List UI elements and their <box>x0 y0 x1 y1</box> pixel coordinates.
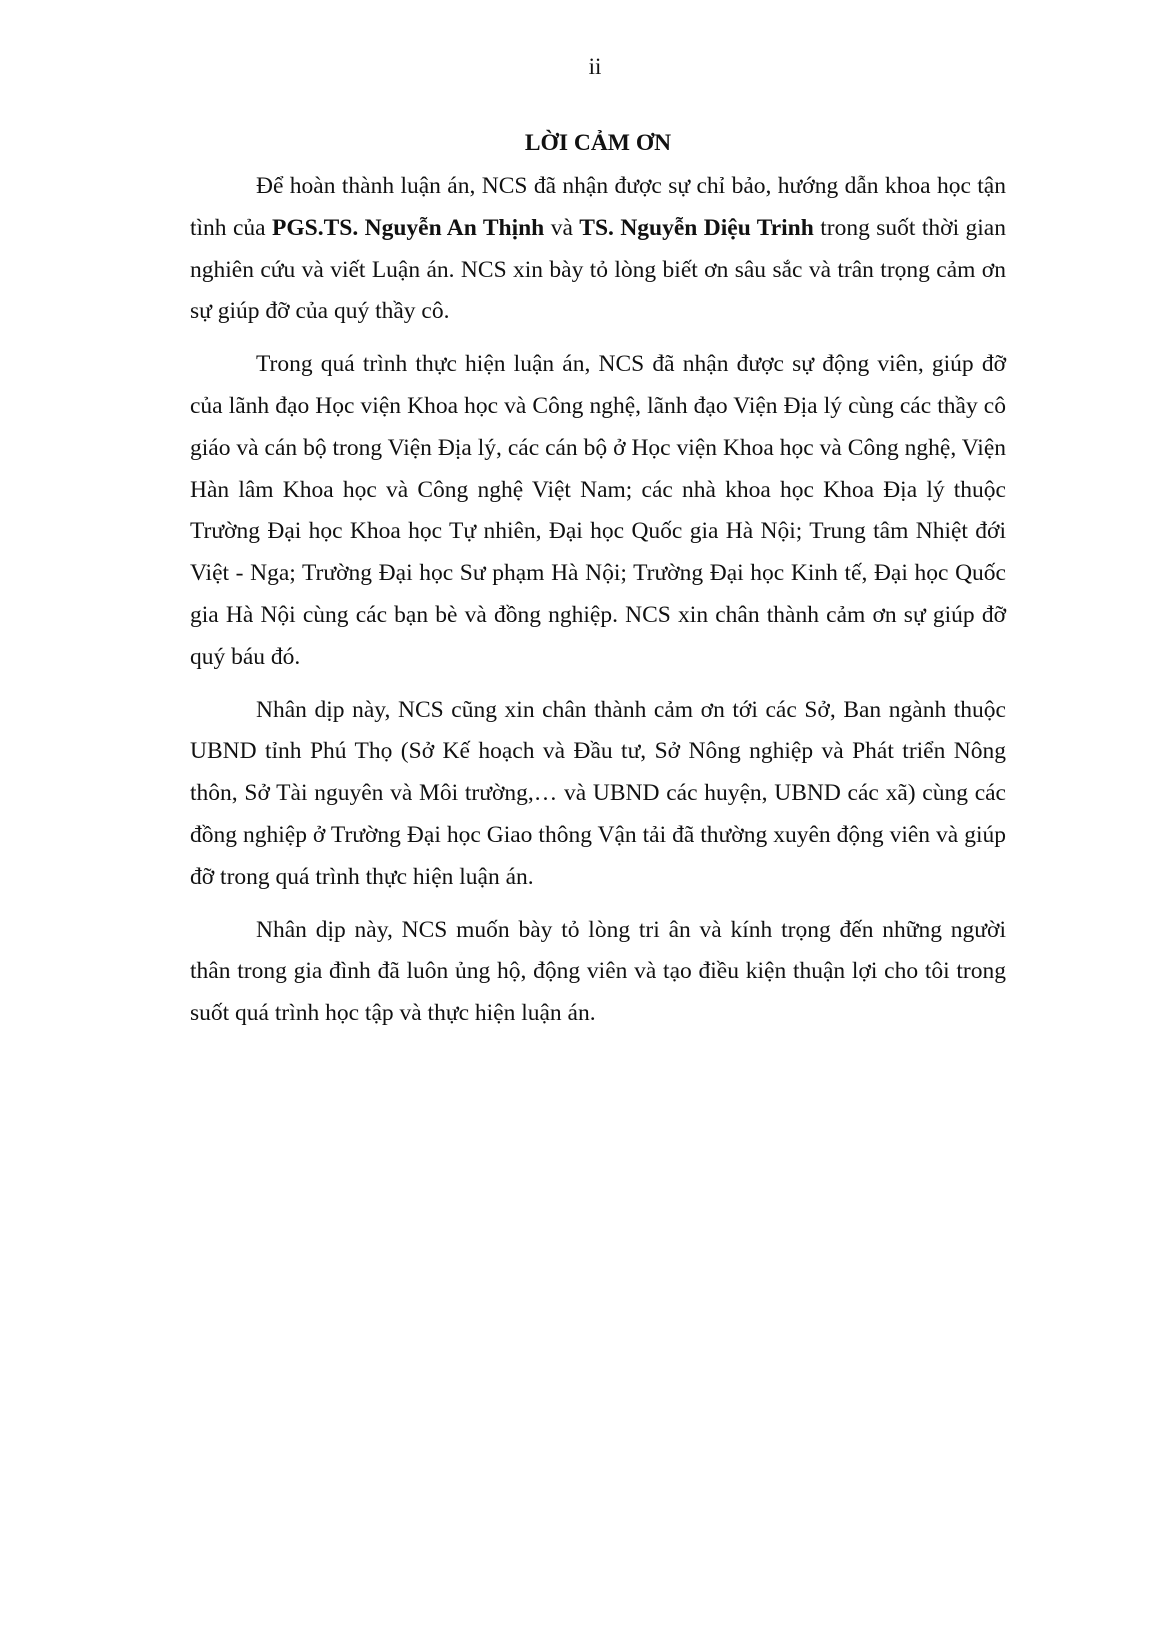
paragraph-institutions: Trong quá trình thực hiện luận án, NCS đã nhận được sự động viên, giúp đỡ của lãnh đạo Học viện Khoa học và Công nghệ, lãnh đạo Viện Địa lý cùng các thầy cô giáo và cán bộ trong Viện Địa lý, các cán bộ ở Học viện Khoa học và Công nghệ, Viện Hàn lâm Khoa học và Công nghệ Việt Nam; các nhà khoa học Khoa Địa lý thuộc Trường Đại học Khoa học Tự nhiên, Đại học Quốc gia Hà Nội; Trung tâm Nhiệt đới Việt - Nga; Trường Đại học Sư phạm Hà Nội; Trường Đại học Kinh tế, Đại học Quốc gia Hà Nội cùng các bạn bè và đồng nghiệp. NCS xin chân thành cảm ơn sự giúp đỡ quý báu đó. <box>190 351 1006 670</box>
paragraph-family: Nhân dịp này, NCS muốn bày tỏ lòng tri ân và kính trọng đến những người thân trong gia đình đã luôn ủng hộ, động viên và tạo điều kiện thuận lợi cho tôi trong suốt quá trình học tập và thực hiện luận án. <box>190 916 1006 1027</box>
advisor-name-1: PGS.TS. Nguyễn An Thịnh <box>272 214 545 241</box>
advisor-name-2: TS. Nguyễn Diệu Trinh <box>579 214 814 241</box>
paragraph-local-agencies: Nhân dịp này, NCS cũng xin chân thành cảm ơn tới các Sở, Ban ngành thuộc UBND tỉnh Phú Thọ (Sở Kế hoạch và Đầu tư, Sở Nông nghiệp và Phát triển Nông thôn, Sở Tài nguyên và Môi trường,… và UBND các huyện, UBND các xã) cùng các đồng nghiệp ở Trường Đại học Giao thông Vận tải đã thường xuyên động viên và giúp đỡ trong quá trình thực hiện luận án. <box>190 696 1006 890</box>
acknowledgements-body <box>190 166 1006 1046</box>
paragraph-1-text-start: Để hoàn thành luận án, NCS đã nhận được sự chỉ bảo, hướng dẫn khoa học tận tình của <box>190 173 1006 241</box>
paragraph-1-connector: và <box>544 214 580 241</box>
paragraph-advisors <box>190 166 1006 333</box>
page-number: ii <box>588 54 602 79</box>
paragraph-1-text-end: trong suốt thời gian nghiên cứu và viết Luận án. NCS xin bày tỏ lòng biết ơn sâu sắc và trân trọng cảm ơn sự giúp đỡ của quý thầy cô. <box>190 214 1006 325</box>
page-title: LỜI CẢM ƠN <box>524 130 672 156</box>
